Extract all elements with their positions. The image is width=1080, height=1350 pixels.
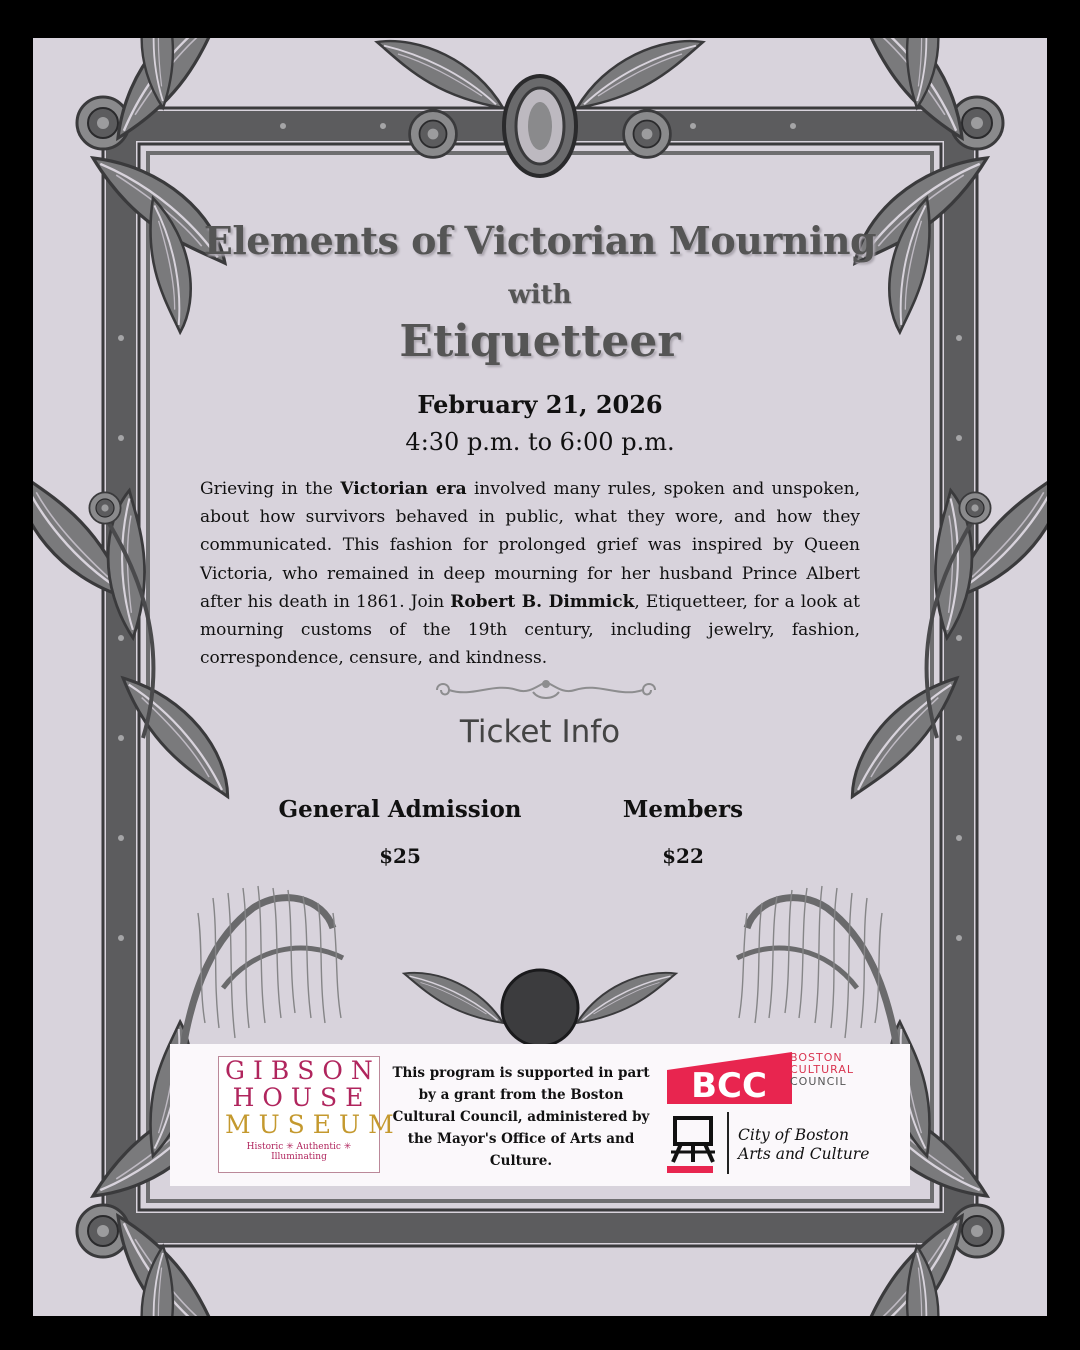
description-bold-presenter: Robert B. Dimmick — [450, 591, 635, 612]
willow-tree-left — [183, 886, 343, 1048]
easel-icon — [667, 1112, 719, 1174]
description-text: involved many rules, spoken and unspoken, about how survivors behaved in public, what they wore, and how they communicated. This fashion for prolonged grief was inspired by Queen Victoria, who remained in deep mourning for her husband Prince Albert after his death in 1861. Join — [200, 479, 860, 612]
willow-tree-right — [737, 886, 897, 1048]
presenter-name: Etiquetteer — [399, 316, 681, 367]
gibson-house-museum-logo — [218, 1056, 402, 1173]
bcc-word-3: COUNCIL — [790, 1075, 847, 1088]
event-poster — [33, 38, 1047, 1316]
bcc-wordmark — [790, 1052, 854, 1088]
description-bold-era: Victorian era — [340, 479, 467, 499]
bcc-mark-text: BCC — [691, 1066, 767, 1104]
event-description — [200, 475, 860, 672]
general-admission-label: General Admission — [278, 796, 522, 823]
city-of-boston-wordmark — [738, 1126, 869, 1164]
city-logo-divider — [727, 1112, 729, 1174]
bottom-medallion — [404, 970, 676, 1046]
gibson-logo-line-2: HOUSE — [232, 1083, 372, 1112]
gibson-logo-tagline: Historic ✳ Authentic ✳ Illuminating — [246, 1142, 352, 1162]
description-text: Grieving in the — [200, 479, 341, 499]
ticket-info-heading: Ticket Info — [459, 714, 621, 750]
bcc-word-1: BOSTON — [790, 1051, 843, 1064]
divider-flourish — [433, 678, 659, 702]
sponsor-footer — [170, 1044, 910, 1186]
grant-support-text: This program is supported in part by a grant from the Boston Cultural Council, administered by the Mayor's Office of Arts and Culture. — [392, 1065, 650, 1169]
event-date: February 21, 2026 — [417, 390, 663, 419]
event-title: Elements of Victorian Mourning — [203, 218, 877, 263]
gibson-logo-line-1: GIBSON — [225, 1056, 381, 1085]
members-price: $22 — [662, 844, 704, 868]
event-time: 4:30 p.m. to 6:00 p.m. — [405, 428, 675, 456]
city-line-1: City of Boston — [738, 1126, 849, 1144]
description-text: , Etiquetteer, for a look at mourning customs of the 19th century, including jewelry, fashion, correspondence, censure, and kindness. — [200, 591, 861, 669]
members-label: Members — [622, 796, 744, 823]
general-admission-price: $25 — [379, 844, 421, 868]
with-label: with — [508, 280, 572, 310]
gibson-logo-line-3: MUSEUM — [225, 1110, 402, 1139]
city-line-2: Arts and Culture — [738, 1145, 870, 1163]
bcc-word-2: CULTURAL — [790, 1063, 854, 1076]
bcc-logo-mark — [667, 1052, 792, 1104]
